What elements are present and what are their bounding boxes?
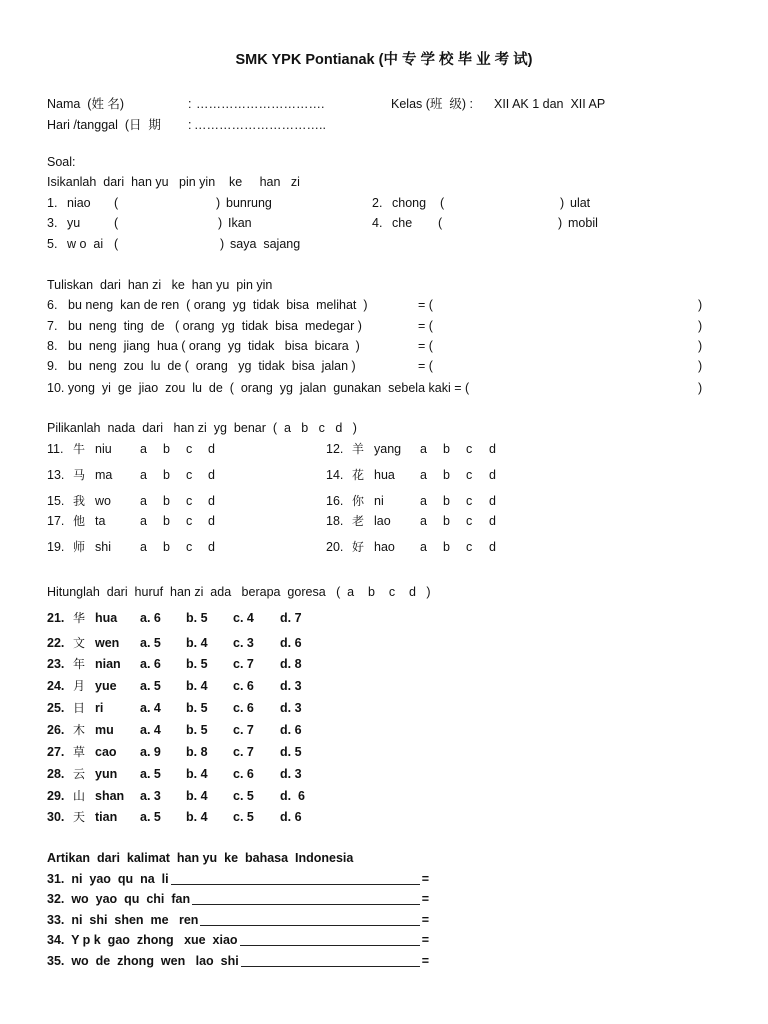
question-number: 30. [47,810,65,824]
question-number: 19. [47,540,65,554]
question-pinyin: che [392,216,413,230]
option-a: a [420,494,427,508]
section-instruction: Isikanlah dari han yu pin yin ke han zi [47,175,300,189]
option-c: c [466,494,473,508]
question-hanzi: 天 [73,810,86,824]
question-number: 2. [372,196,383,210]
option-b: b [443,468,450,482]
question-number: 14. [326,468,344,482]
answer-paren-open: ( [114,216,119,230]
option-d: d [489,468,496,482]
answer-equals: = [421,892,429,906]
answer-line[interactable] [192,892,420,905]
question-number: 18. [326,514,344,528]
question-pinyin: ma [95,468,113,482]
question-number: 16. [326,494,344,508]
option-d: d. 3 [280,767,302,781]
option-d: d. 6 [280,789,306,803]
answer-paren-close: ) [560,196,565,210]
option-b: b. 4 [186,789,208,803]
question-pinyin: cao [95,745,117,759]
translation-question [47,932,429,948]
answer-line[interactable] [241,954,420,967]
question-text: 10. yong yi ge jiao zou lu de ( orang yg jalan gunakan sebela kaki = ( [47,381,470,395]
question-pinyin: tian [95,810,118,824]
answer-paren-close: ) [698,339,703,353]
option-b: b [163,442,170,456]
option-b: b. 4 [186,679,208,693]
option-b: b. 5 [186,723,208,737]
option-a: a [420,442,427,456]
answer-paren-close: ) [218,216,223,230]
answer-paren-open: ( [114,237,119,251]
translation-question [47,871,429,887]
answer-paren-close: ) [698,298,703,312]
answer-equals: = [421,954,429,968]
question-hanzi: 山 [73,789,86,803]
question-hanzi: 日 [73,701,86,715]
question-hanzi: 华 [73,611,86,625]
question-pinyin: shan [95,789,125,803]
option-c: c. 6 [233,767,254,781]
option-b: b [163,494,170,508]
nama-label: Nama (姓 名) [47,97,125,111]
question-pinyin: hua [374,468,395,482]
question-number: 26. [47,723,65,737]
option-c: c. 7 [233,745,254,759]
section-instruction: Pilikanlah nada dari han zi yg benar ( a b c d ) [47,421,357,435]
option-d: d [208,468,215,482]
question-hanzi: 好 [352,540,365,554]
answer-paren-close: ) [698,319,703,333]
nama-colon: : [188,97,192,111]
answer-line[interactable] [200,913,419,926]
option-d: d. 6 [280,723,302,737]
question-pinyin: nian [95,657,121,671]
option-c: c. 6 [233,701,254,715]
question-pinyin: hao [374,540,395,554]
question-text: 32. wo yao qu chi fan [47,892,191,906]
option-a: a. 5 [140,636,161,650]
question-meaning: saya sajang [230,237,301,251]
answer-line[interactable] [240,933,420,946]
option-b: b. 8 [186,745,208,759]
option-b: b [443,442,450,456]
question-pinyin: niu [95,442,112,456]
question-hanzi: 他 [73,514,86,528]
answer-paren-open: ( [440,196,445,210]
translation-question [47,912,429,928]
option-c: c. 5 [233,789,254,803]
option-d: d [208,442,215,456]
question-hanzi: 云 [73,767,86,781]
option-d: d [489,540,496,554]
question-hanzi: 羊 [352,442,365,456]
option-b: b [443,494,450,508]
question-number: 3. [47,216,58,230]
option-c: c [186,540,193,554]
hari-colon: : [188,118,192,132]
question-pinyin: lao [374,514,391,528]
option-d: d. 3 [280,701,302,715]
question-number: 6. [47,298,58,312]
question-pinyin: wen [95,636,120,650]
question-pinyin: yu [67,216,81,230]
option-d: d. 3 [280,679,302,693]
question-hanzi: 文 [73,636,86,650]
option-d: d. 5 [280,745,302,759]
option-b: b [443,540,450,554]
option-d: d. 6 [280,810,302,824]
option-a: a. 4 [140,723,161,737]
option-a: a. 6 [140,657,161,671]
question-text: 31. ni yao qu na li [47,872,169,886]
question-number: 5. [47,237,58,251]
option-c: c [466,468,473,482]
question-pinyin: ri [95,701,104,715]
page-title: SMK YPK Pontianak (中 专 学 校 毕 业 考 试) [235,52,533,68]
answer-paren-close: ) [698,359,703,373]
question-number: 25. [47,701,65,715]
option-a: a. 4 [140,701,161,715]
answer-equals: = [421,913,429,927]
option-b: b. 4 [186,636,208,650]
question-number: 29. [47,789,65,803]
question-hanzi: 老 [352,514,365,528]
question-hanzi: 草 [73,745,86,759]
question-hanzi: 你 [352,494,365,508]
question-meaning: bunrung [226,196,272,210]
answer-paren-open: ( [114,196,119,210]
option-d: d [489,442,496,456]
question-meaning: mobil [568,216,598,230]
option-a: a. 3 [140,789,161,803]
section-instruction: Tuliskan dari han zi ke han yu pin yin [47,278,273,292]
question-hanzi: 牛 [73,442,86,456]
question-text: 35. wo de zhong wen lao shi [47,954,239,968]
option-a: a [140,494,147,508]
question-hanzi: 马 [73,468,86,482]
question-number: 27. [47,745,65,759]
option-d: d [208,494,215,508]
kelas-label: Kelas (班 级) : [391,97,473,111]
question-meaning: Ikan [228,216,252,230]
question-pinyin: niao [67,196,91,210]
question-number: 13. [47,468,65,482]
option-c: c [466,540,473,554]
question-pinyin: ni [374,494,384,508]
question-text: bu neng jiang hua ( orang yg tidak bisa bicara ) [68,339,360,353]
option-c: c [186,468,193,482]
question-number: 8. [47,339,58,353]
answer-paren-close: ) [558,216,563,230]
question-pinyin: shi [95,540,111,554]
option-d: d. 7 [280,611,302,625]
option-a: a. 5 [140,810,161,824]
question-text: bu neng ting de ( orang yg tidak bisa medegar ) [68,319,362,333]
option-c: c [466,514,473,528]
question-hanzi: 师 [73,540,86,554]
option-b: b [163,468,170,482]
option-c: c [186,514,193,528]
question-pinyin: yang [374,442,402,456]
answer-equals: = ( [418,298,433,312]
hari-label: Hari /tanggal (日 期 [47,118,161,132]
nama-field: …………………………. [196,97,325,111]
question-text: bu neng zou lu de ( orang yg tidak bisa jalan ) [68,359,356,373]
option-b: b [443,514,450,528]
translation-question [47,953,429,969]
option-b: b. 5 [186,657,208,671]
option-d: d. 6 [280,636,302,650]
option-b: b [163,540,170,554]
question-hanzi: 花 [352,468,365,482]
option-a: a [420,468,427,482]
answer-equals: = ( [418,359,433,373]
option-a: a [140,514,147,528]
answer-paren-open: ( [438,216,443,230]
answer-equals: = [421,933,429,947]
option-a: a. 5 [140,767,161,781]
option-c: c. 5 [233,810,254,824]
question-meaning: ulat [570,196,591,210]
question-number: 21. [47,611,65,625]
option-a: a. 9 [140,745,161,759]
answer-equals: = [421,872,429,886]
question-text: 33. ni shi shen me ren [47,913,199,927]
option-a: a. 5 [140,679,161,693]
option-b: b [163,514,170,528]
option-d: d [208,514,215,528]
option-a: a [140,540,147,554]
option-b: b. 4 [186,767,208,781]
option-d: d. 8 [280,657,302,671]
option-a: a [420,540,427,554]
question-number: 9. [47,359,58,373]
question-pinyin: chong [392,196,427,210]
question-pinyin: w o ai [67,237,104,251]
answer-equals: = ( [418,339,433,353]
option-a: a [140,442,147,456]
question-number: 22. [47,636,65,650]
question-number: 28. [47,767,65,781]
section-instruction: Hitunglah dari huruf han zi ada berapa goresa ( a b c d ) [47,585,431,599]
question-number: 23. [47,657,65,671]
option-a: a [420,514,427,528]
question-pinyin: ta [95,514,106,528]
option-c: c. 4 [233,611,254,625]
translation-question [47,891,429,907]
question-pinyin: hua [95,611,118,625]
question-pinyin: yun [95,767,118,781]
answer-paren-close: ) [220,237,225,251]
question-number: 17. [47,514,65,528]
option-d: d [489,514,496,528]
answer-paren-close: ) [216,196,221,210]
question-pinyin: yue [95,679,117,693]
question-number: 11. [47,442,64,456]
option-c: c [466,442,473,456]
kelas-value: XII AK 1 dan XII AP [494,97,606,111]
option-a: a. 6 [140,611,161,625]
question-hanzi: 木 [73,723,86,737]
option-c: c. 7 [233,723,254,737]
answer-line[interactable] [171,872,420,885]
question-number: 15. [47,494,65,508]
question-hanzi: 月 [73,679,86,693]
question-number: 7. [47,319,58,333]
question-pinyin: mu [95,723,114,737]
option-a: a [140,468,147,482]
hari-field: ………………………….. [194,118,326,132]
answer-equals: = ( [418,319,433,333]
question-pinyin: wo [95,494,111,508]
option-d: d [208,540,215,554]
option-c: c [186,442,193,456]
option-c: c. 6 [233,679,254,693]
section-instruction: Artikan dari kalimat han yu ke bahasa Indonesia [47,851,354,865]
option-c: c. 7 [233,657,254,671]
question-number: 12. [326,442,344,456]
question-number: 1. [47,196,58,210]
question-text: 34. Y p k gao zhong xue xiao [47,933,238,947]
option-c: c. 3 [233,636,254,650]
option-b: b. 5 [186,701,208,715]
answer-paren-close: ) [698,381,703,395]
soal-label: Soal: [47,155,76,169]
question-number: 20. [326,540,344,554]
option-c: c [186,494,193,508]
option-b: b. 4 [186,810,208,824]
question-number: 4. [372,216,383,230]
option-d: d [489,494,496,508]
question-hanzi: 我 [73,494,86,508]
question-hanzi: 年 [73,657,86,671]
question-text: bu neng kan de ren ( orang yg tidak bisa melihat ) [68,298,368,312]
option-b: b. 5 [186,611,208,625]
question-number: 24. [47,679,65,693]
